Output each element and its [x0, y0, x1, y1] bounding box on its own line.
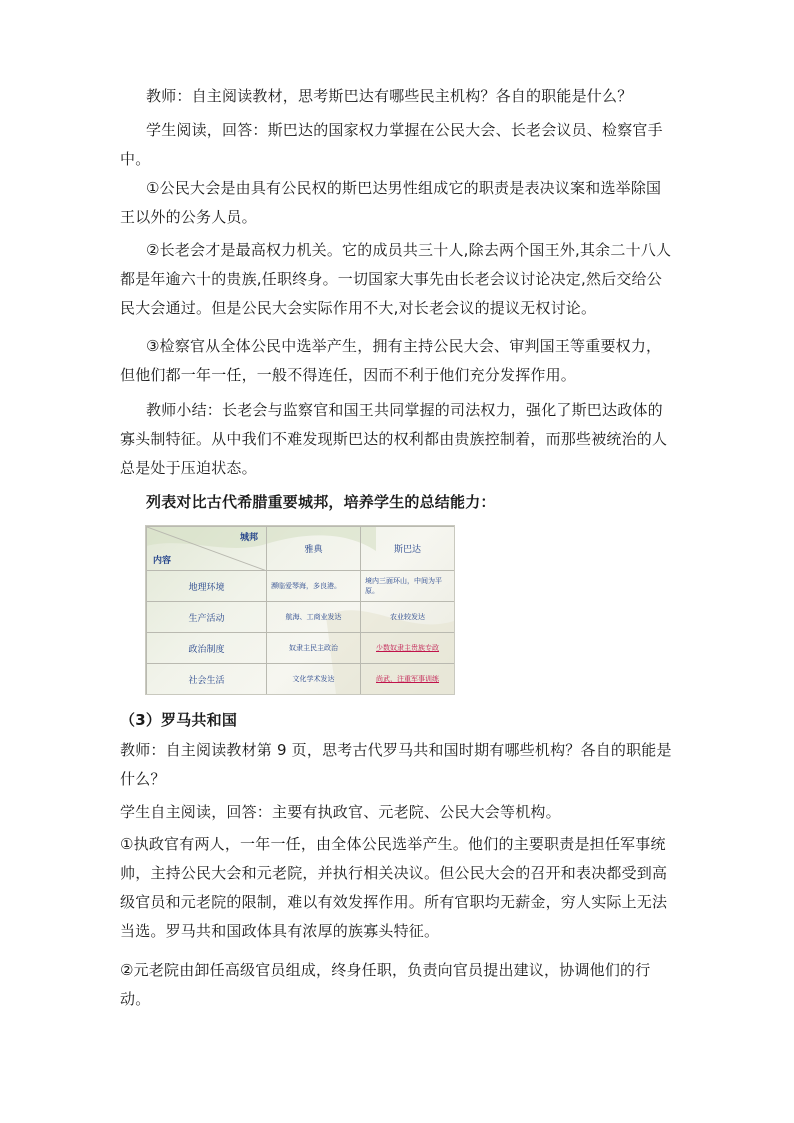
paragraph-teacher-question-sparta: 教师：自主阅读教材，思考斯巴达有哪些民主机构？各自的职能是什么？: [146, 87, 633, 105]
paragraph-consuls: ①执政官有两人，一年一任，由全体公民选举产生。他们的主要职责是担任军事统帅，主持公民大会和元老院，并执行相关决议。但公民大会的召开和表决都受到高级官员和元老院的限制，难以有效发挥作用。所有官职均无薪金，穷人实际上无法当选。罗马共和国政体具有浓厚的族寡头特征。: [120, 835, 668, 940]
cell-sparta-social-life: 尚武，注重军事训练: [361, 664, 455, 695]
paragraph-student-answer-rome: 学生自主阅读，回答：主要有执政官、元老院、公民大会等机构。: [120, 803, 561, 821]
table-corner-cell: [147, 527, 267, 571]
corner-label-content: 内容: [153, 556, 172, 566]
cell-sparta-geography: 境内三面环山，中间为平原。: [361, 571, 455, 602]
column-header-sparta: 斯巴达: [361, 527, 455, 571]
column-header-athens: 雅典: [267, 527, 361, 571]
city-state-comparison-table: [145, 525, 455, 695]
paragraph-teacher-summary: 教师小结：长老会与监察官和国王共同掌握的司法权力，强化了斯巴达政体的寡头制特征。从中我们不难发现斯巴达的权利都由贵族控制着，而那些被统治的人总是处于压迫状态。: [120, 401, 668, 477]
row-header-production: 生产活动: [147, 602, 267, 633]
row-header-geography: 地理环境: [147, 571, 267, 602]
paragraph-citizen-assembly: ①公民大会是由具有公民权的斯巴达男性组成它的职责是表决议案和选举除国王以外的公务人员。: [120, 179, 662, 226]
cell-athens-social-life: 文化学术发达: [267, 664, 361, 695]
paragraph-senate: ②元老院由卸任高级官员组成，终身任职，负责向官员提出建议，协调他们的行动。: [120, 961, 651, 1008]
paragraph-council-of-elders: ②长老会才是最高权力机关。它的成员共三十人,除去两个国王外,其余二十八人都是年逾六十的贵族,任职终身。一切国家大事先由长老会议讨论决定,然后交给公民大会通过。但是公民大会实际作用不大,对长老会议的提议无权讨论。: [120, 241, 672, 317]
paragraph-student-answer-sparta: 学生阅读，回答：斯巴达的国家权力掌握在公民大会、长老会议员、检察官手中。: [120, 121, 663, 168]
cell-athens-production: 航海、工商业发达: [267, 602, 361, 633]
corner-label-city-state: 城邦: [239, 533, 258, 543]
cell-sparta-politics: 少数奴隶主贵族专政: [361, 633, 455, 664]
paragraph-table-intro: 列表对比古代希腊重要城邦，培养学生的总结能力：: [146, 493, 496, 511]
paragraph-ephors: ③检察官从全体公民中选举产生，拥有主持公民大会、审判国王等重要权力，但他们都一年一任，一般不得连任，因而不利于他们充分发挥作用。: [120, 337, 662, 384]
cell-athens-geography: 濒临爱琴海，多良港。: [267, 571, 361, 602]
comparison-table: [146, 526, 455, 695]
row-header-politics: 政治制度: [147, 633, 267, 664]
row-header-social-life: 社会生活: [147, 664, 267, 695]
section-heading-roman-republic: （3）罗马共和国: [120, 711, 238, 729]
paragraph-teacher-question-rome: 教师：自主阅读教材第 9 页，思考古代罗马共和国时期有哪些机构？各自的职能是什么？: [120, 741, 672, 788]
cell-sparta-production: 农业较发达: [361, 602, 455, 633]
cell-athens-politics: 奴隶主民主政治: [267, 633, 361, 664]
